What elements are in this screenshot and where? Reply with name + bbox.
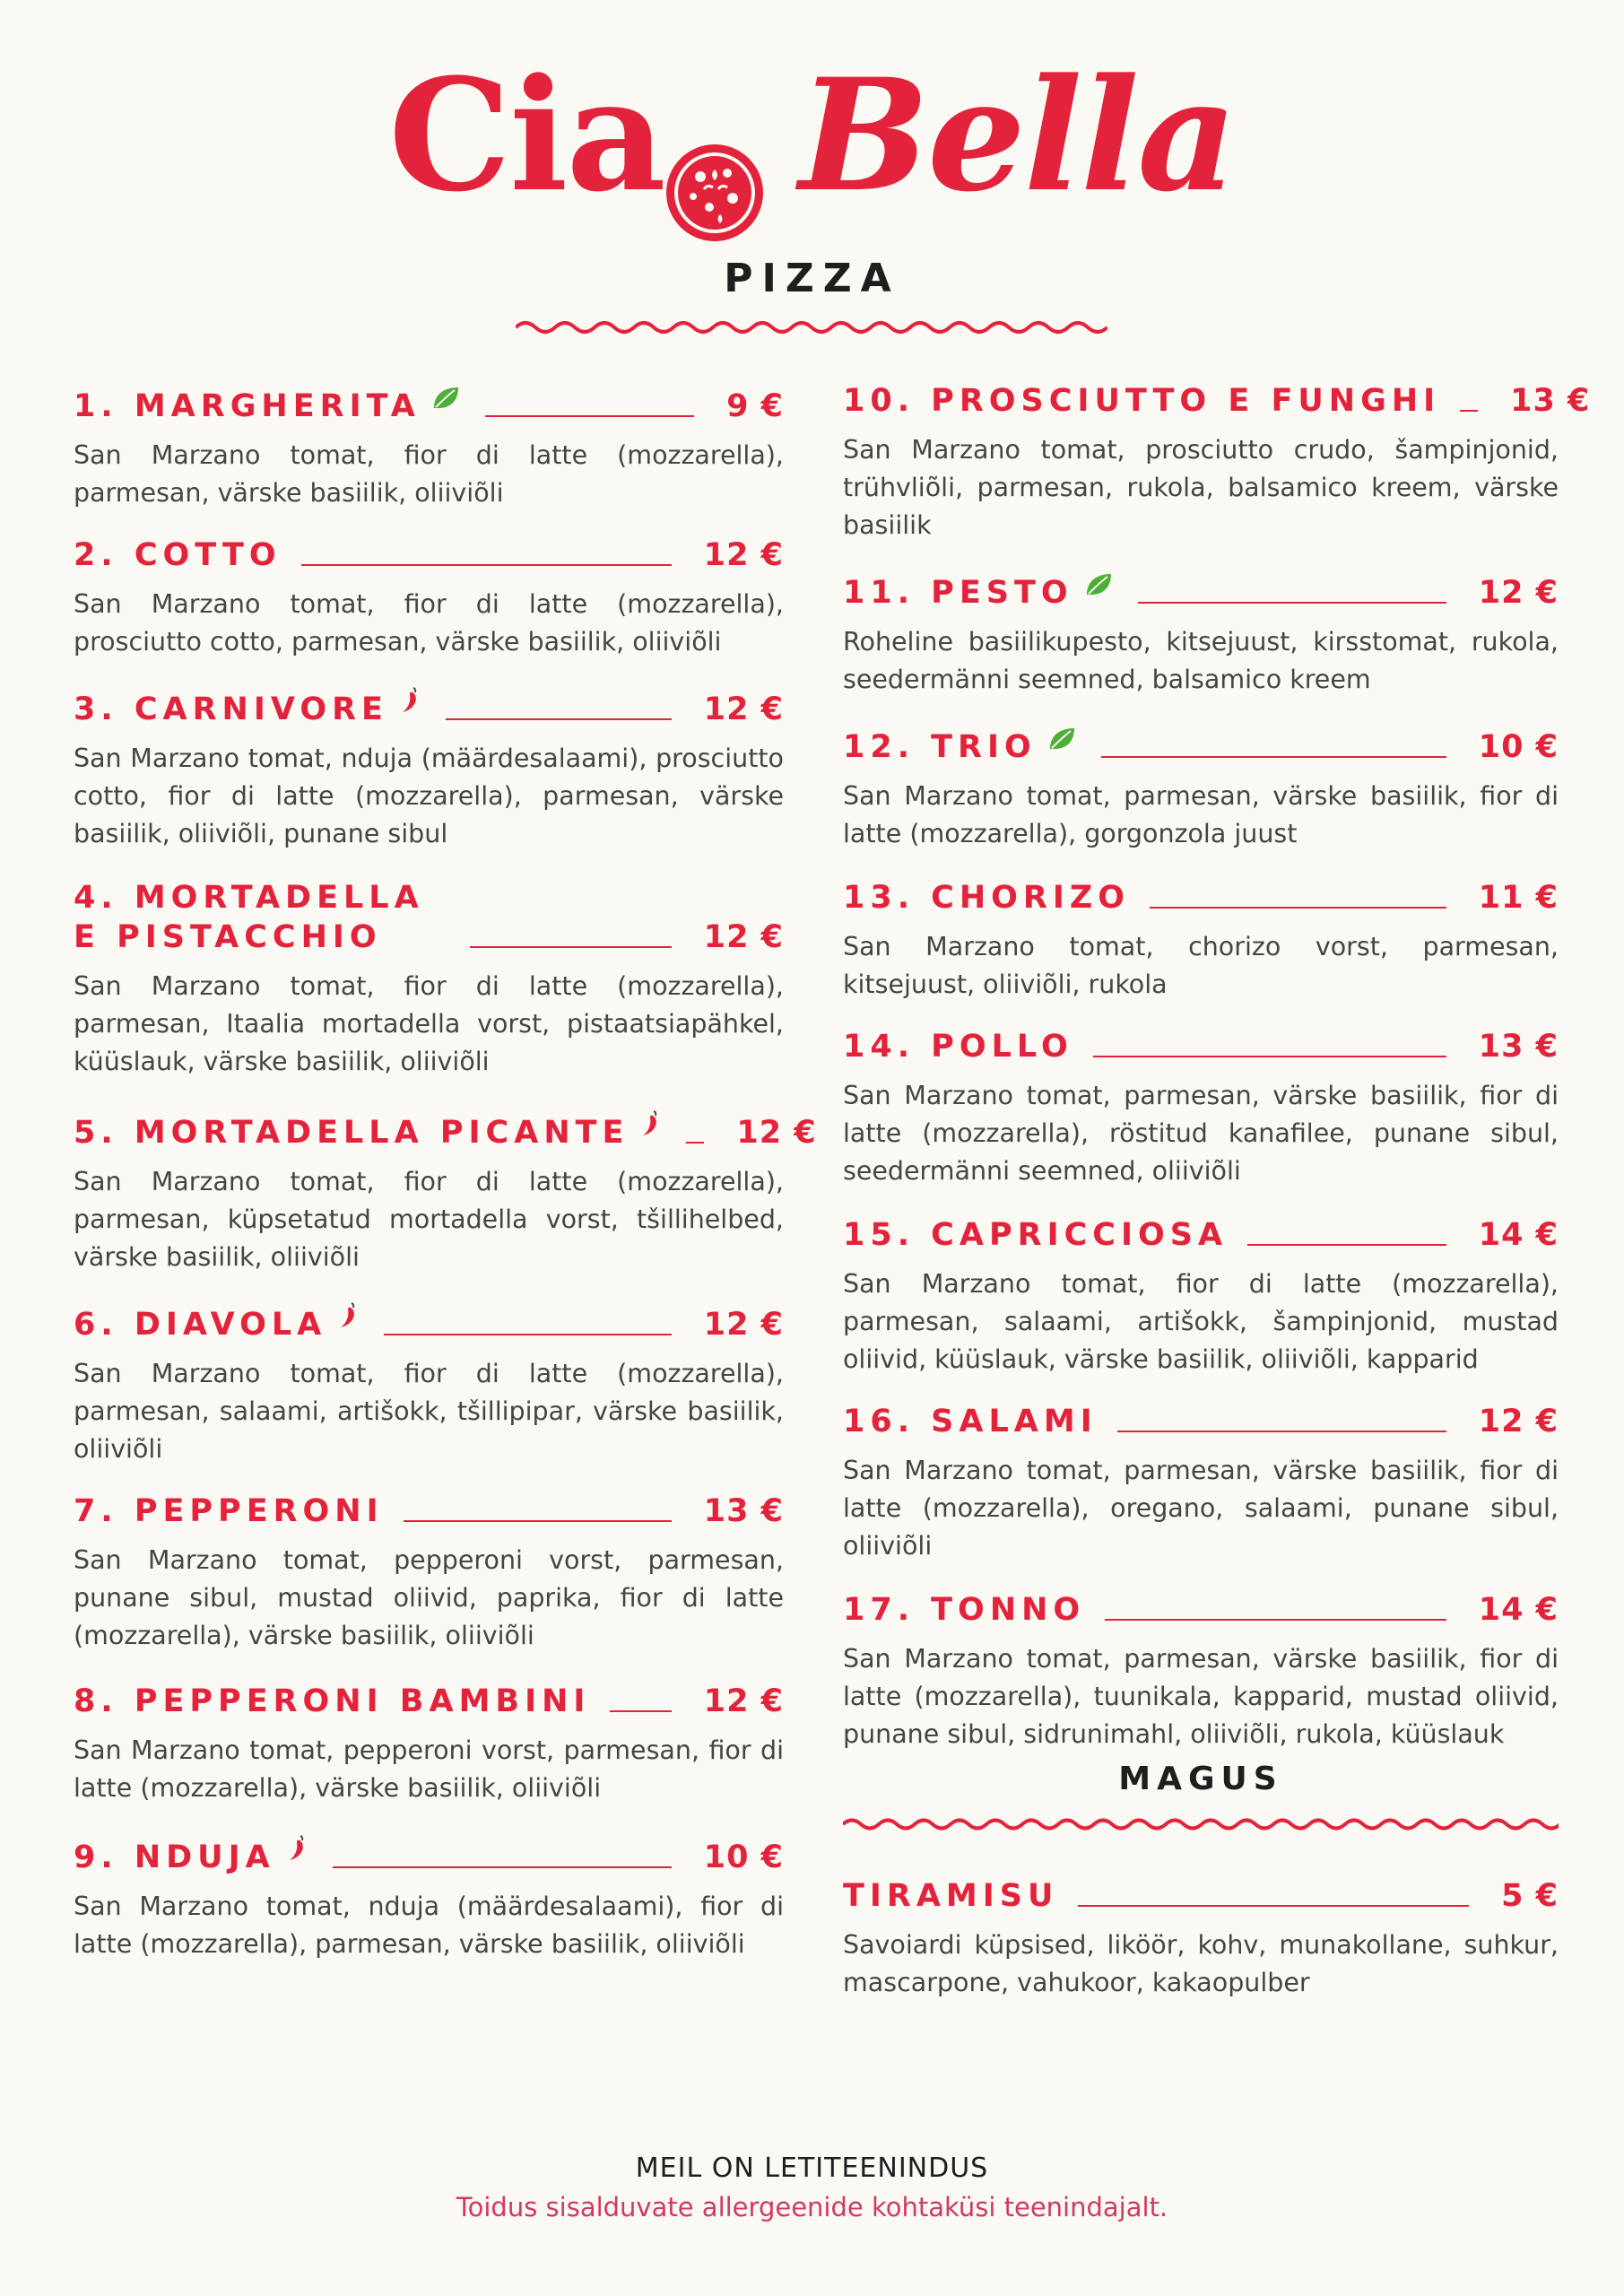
menu-item-name: 1. MARGHERITA [74, 388, 421, 424]
menu-item [843, 878, 1559, 1004]
menu-item-header [843, 722, 1559, 767]
leaf-icon [1047, 722, 1076, 761]
menu-item-header [843, 1215, 1559, 1255]
menu-item-price: 10 € [1478, 729, 1559, 765]
menu-item [74, 535, 784, 661]
menu-item-price: 13 € [1478, 1029, 1559, 1065]
menu-item [843, 568, 1559, 699]
menu-item-header [74, 1300, 784, 1344]
section-title-pizza: PIZZA [724, 256, 900, 301]
price-leader-line [333, 1866, 672, 1868]
wave-divider-dessert [843, 1813, 1559, 1835]
price-leader-line [686, 1142, 704, 1144]
menu-item-price: 10 € [703, 1839, 784, 1875]
menu-item-description: San Marzano tomat, parmesan, värske basiilik, fior di latte (mozzarella), oregano, salaami, punane sibul, oliiviõli [843, 1456, 1559, 1561]
dessert-list [843, 1876, 1559, 2002]
menu-item-name: 14. POLLO [843, 1029, 1073, 1065]
price-leader-line [446, 718, 672, 720]
footer-allergen-note: Toidus sisalduvate allergeenide kohtaküsi teenindajalt. [456, 2192, 1168, 2222]
menu-item-description: San Marzano tomat, parmesan, värske basiilik, fior di latte (mozzarella), tuunikala, kapparid, mustad oliivid, punane sibul, sidrunimahl, oliiviõli, rukola, küüslauk [843, 1644, 1559, 1749]
menu-item-name: 9. NDUJA [74, 1839, 275, 1875]
menu-item [843, 381, 1591, 544]
price-leader-line [1247, 1244, 1446, 1246]
menu-column-right [843, 381, 1591, 2002]
menu-item [74, 381, 784, 512]
price-leader-line [1117, 1431, 1446, 1432]
menu-item-description: San Marzano tomat, parmesan, värske basiilik, fior di latte (mozzarella), röstitud kanafilee, punane sibul, seedermänni seemned, oliiviõli [843, 1081, 1559, 1186]
menu-item-price: 12 € [1478, 575, 1559, 611]
menu-item-name: TIRAMISU [843, 1878, 1059, 1914]
menu-item-price: 5 € [1501, 1878, 1559, 1914]
chili-icon [286, 1832, 308, 1872]
menu-item-price: 12 € [703, 537, 784, 573]
price-leader-line [301, 564, 672, 566]
menu-item [843, 1402, 1559, 1565]
menu-item [843, 1215, 1559, 1378]
menu-item-name: 16. SALAMI [843, 1404, 1098, 1439]
menu-item-description: San Marzano tomat, nduja (määrdesalaami), prosciutto cotto, fior di latte (mozzarella), parmesan, värske basiilik, oliiviõli, punane sibul [74, 744, 784, 848]
brand-logo [0, 43, 1624, 226]
menu-item-description: San Marzano tomat, fior di latte (mozzarella), parmesan, Itaalia mortadella vorst, pistaatsiapähkel, küüslauk, värske basiilik, oliiviõli [74, 971, 784, 1076]
price-leader-line [1078, 1905, 1469, 1907]
menu-item-price: 12 € [703, 691, 784, 727]
menu-item-price: 12 € [703, 1307, 784, 1343]
price-leader-line [404, 1520, 672, 1522]
brand-word-2: Bella [798, 43, 1236, 226]
menu-item-description: San Marzano tomat, prosciutto crudo, šampinjonid, trühvliõli, parmesan, rukola, balsamico kreem, värske basiilik [843, 435, 1559, 540]
price-leader-line [1138, 602, 1446, 604]
menu-item-header [843, 1027, 1559, 1066]
menu-item-header [843, 1402, 1559, 1441]
menu-item-description: San Marzano tomat, chorizo vorst, parmesan, kitsejuust, oliiviõli, rukola [843, 932, 1559, 999]
menu-column-left [74, 381, 817, 1963]
menu-item-price: 11 € [1478, 880, 1559, 916]
menu-item-name: 10. PROSCIUTTO E FUNGHI [843, 383, 1441, 419]
menu-item-header [74, 878, 784, 957]
menu-item-name: 4. MORTADELLA E PISTACCHIO [74, 880, 424, 955]
menu-item-header [843, 381, 1591, 421]
menu-item-header [74, 684, 784, 729]
menu-item-name: 8. PEPPERONI BAMBINI [74, 1683, 591, 1719]
chili-icon [399, 684, 421, 724]
menu-item-header [843, 568, 1559, 613]
brand-word-1: Cia [388, 43, 664, 226]
menu-item-description: San Marzano tomat, fior di latte (mozzarella), parmesan, küpsetatud mortadella vorst, tšillihelbed, värske basiilik, oliiviõli [74, 1167, 784, 1272]
menu-item [74, 684, 784, 853]
menu-item-name: 5. MORTADELLA PICANTE [74, 1115, 630, 1151]
price-leader-line [1101, 756, 1446, 758]
menu-item-name: 2. COTTO [74, 537, 282, 573]
menu-item-price: 13 € [703, 1493, 784, 1529]
price-leader-line [1150, 907, 1446, 909]
menu-item-name: 12. TRIO [843, 729, 1037, 765]
price-leader-line [470, 946, 672, 948]
menu-item-name: 17. TONNO [843, 1592, 1086, 1628]
menu-item-name: 15. CAPRICCIOSA [843, 1217, 1229, 1253]
menu-item-price: 14 € [1478, 1592, 1559, 1628]
menu-item-header [74, 1682, 784, 1721]
price-leader-line [1105, 1619, 1446, 1621]
menu-item [74, 1832, 784, 1963]
menu-item-header [843, 878, 1559, 918]
menu-item [74, 1108, 817, 1276]
menu-item-description: San Marzano tomat, parmesan, värske basiilik, fior di latte (mozzarella), gorgonzola juust [843, 781, 1559, 848]
leaf-icon [1084, 568, 1113, 607]
menu-item-name: 7. PEPPERONI [74, 1493, 384, 1529]
menu-item-name: 6. DIAVOLA [74, 1307, 327, 1343]
pizza-icon [664, 98, 765, 198]
menu-item-price: 12 € [1478, 1404, 1559, 1439]
menu-item [74, 1300, 784, 1468]
menu-item-description: San Marzano tomat, fior di latte (mozzarella), parmesan, salaami, artišokk, tšillipipar, värske basiilik, oliiviõli [74, 1359, 784, 1464]
menu-item-name: 13. CHORIZO [843, 880, 1131, 916]
menu-item-price: 12 € [703, 919, 784, 955]
menu-item-header [843, 1590, 1559, 1630]
menu-item-header [74, 1832, 784, 1877]
menu-item-description: Roheline basiilikupesto, kitsejuust, kirsstomat, rukola, seedermänni seemned, balsamico kreem [843, 627, 1559, 694]
menu-item-price: 13 € [1510, 383, 1591, 419]
price-leader-line [610, 1710, 671, 1712]
menu-item-price: 12 € [736, 1115, 817, 1151]
menu-item-price: 12 € [703, 1683, 784, 1719]
menu-item-header [843, 1876, 1559, 1916]
menu-item-description: San Marzano tomat, pepperoni vorst, parmesan, fior di latte (mozzarella), värske basiilik, oliiviõli [74, 1735, 784, 1803]
menu-item-name: 3. CARNIVORE [74, 691, 388, 727]
leaf-icon [431, 381, 460, 421]
menu-item [843, 1876, 1559, 2002]
menu-item-header [74, 1492, 784, 1531]
menu-item-description: San Marzano tomat, fior di latte (mozzarella), prosciutto cotto, parmesan, värske basiilik, oliiviõli [74, 589, 784, 657]
menu-item-description: San Marzano tomat, fior di latte (mozzarella), parmesan, värske basiilik, oliiviõli [74, 440, 784, 508]
menu-item [843, 1590, 1559, 1753]
menu-item-name: 11. PESTO [843, 575, 1073, 611]
menu-item [843, 1027, 1559, 1190]
price-leader-line [485, 415, 694, 417]
menu-item-description: San Marzano tomat, fior di latte (mozzarella), parmesan, salaami, artišokk, šampinjonid, mustad oliivid, küüslauk, värske basiilik, oliiviõli, kapparid [843, 1269, 1559, 1374]
menu-item-header [74, 535, 784, 575]
wave-divider-pizza [516, 317, 1107, 338]
menu-item-price: 14 € [1478, 1217, 1559, 1253]
chili-icon [639, 1108, 661, 1147]
menu-item-description: San Marzano tomat, nduja (määrdesalaami), fior di latte (mozzarella), parmesan, värske basiilik, oliiviõli [74, 1892, 784, 1959]
price-leader-line [1093, 1056, 1446, 1057]
menu-item-description: Savoiardi küpsised, liköör, kohv, munakollane, suhkur, mascarpone, vahukoor, kakaopulber [843, 1930, 1559, 1997]
menu-item [74, 1682, 784, 1807]
chili-icon [337, 1300, 359, 1339]
menu-item-header [74, 1108, 817, 1152]
price-leader-line [384, 1334, 672, 1335]
menu-item-header [74, 381, 784, 426]
menu-item [74, 878, 784, 1081]
footer-service-note: MEIL ON LETITEENINDUS [635, 2152, 989, 2184]
menu-item [74, 1492, 784, 1655]
menu-item-price: 9 € [726, 388, 784, 424]
section-title-dessert: MAGUS [1118, 1761, 1283, 1797]
menu-item-description: San Marzano tomat, pepperoni vorst, parmesan, punane sibul, mustad oliivid, paprika, fior di latte (mozzarella), värske basiilik, oliiviõli [74, 1545, 784, 1650]
menu-item [843, 722, 1559, 853]
price-leader-line [1460, 410, 1478, 412]
